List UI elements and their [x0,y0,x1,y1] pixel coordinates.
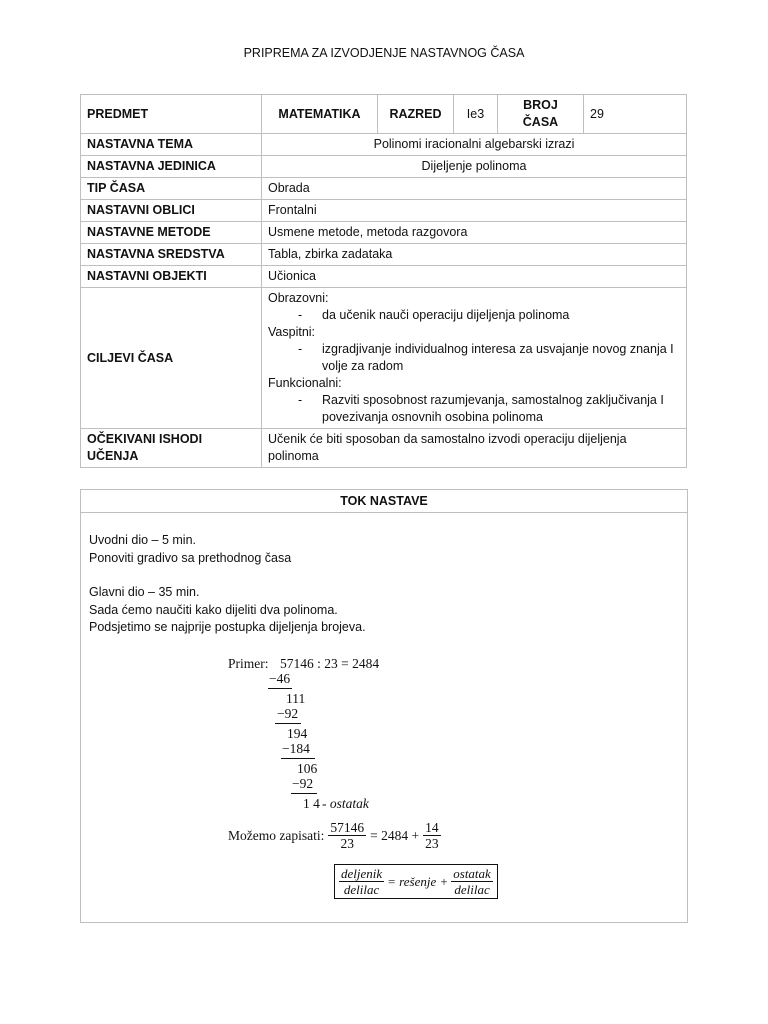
funkcionalni-item [268,392,680,426]
fraction-denominator: delilac [454,882,490,897]
obrazovni-heading: Obrazovni: [268,291,329,305]
mozemo-zapisati-formula [228,820,441,851]
row-label: TIP ČASA [81,178,262,200]
row-label: NASTAVNA SREDSTVA [81,244,262,266]
header-row [81,95,687,134]
razred-value: Ie3 [454,95,498,134]
lesson-plan-table [80,94,687,468]
ishodi-label: OČEKIVANI ISHODI UČENJA [81,429,262,468]
fraction-denominator: delilac [343,882,380,897]
division-rule [291,793,317,794]
funkcionalni-text: Razviti sposobnost razumjevanja, samostalnog zaključivanja I povezivanja osnovnih osobina polinoma [322,393,664,424]
dash-bullet: - [298,393,303,407]
table-row [81,178,687,200]
ciljevi-content [262,288,687,429]
remainder-label: - ostatak [322,796,369,811]
fraction [451,866,493,897]
dash-bullet: - [298,308,303,322]
ishodi-value: Učenik će biti sposoban da samostalno izvodi operaciju dijeljenja polinoma [262,429,687,468]
division-rule [268,688,292,689]
table-row [81,244,687,266]
row-label: NASTAVNI OBJEKTI [81,266,262,288]
fraction [423,820,441,851]
table-row [81,222,687,244]
row-label: NASTAVNA TEMA [81,134,262,156]
fraction-numerator: 57146 [330,820,365,835]
ishodi-row [81,429,687,468]
razred-label: RAZRED [378,95,454,134]
division-step: −46 [269,671,291,686]
division-step: −184 [282,741,310,756]
fraction-denominator: 23 [340,836,354,851]
table-row [81,156,687,178]
division-rule [275,723,301,724]
glavni-dio-text: Sada ćemo naučiti kako dijeliti dva polinoma. [89,602,338,617]
predmet-value: MATEMATIKA [262,95,378,134]
fraction-denominator: 23 [425,836,439,851]
row-value: Polinomi iracionalni algebarski izrazi [262,134,687,156]
division-equation: 57146 : 23 = 2484 [280,656,380,671]
tok-nastave-body [81,513,687,637]
division-step: −92 [292,776,314,791]
tok-nastave-title: TOK NASTAVE [81,490,687,513]
row-value: Tabla, zbirka zadataka [262,244,687,266]
vaspitni-item [268,341,680,375]
equals-text: = 2484 + [370,827,420,843]
division-step: 111 [286,691,306,706]
fraction-numerator: 14 [425,820,439,835]
broj-casa-label: BROJ ČASA [498,95,584,134]
row-value: Dijeljenje polinoma [262,156,687,178]
ciljevi-row [81,288,687,429]
row-label: NASTAVNE METODE [81,222,262,244]
row-value: Frontalni [262,200,687,222]
broj-casa-value: 29 [584,95,687,134]
glavni-dio-line: Glavni dio – 35 min. [89,585,200,599]
obrazovni-item [268,307,680,324]
dash-bullet: - [298,342,303,356]
division-step: −92 [277,706,299,721]
vaspitni-text: izgradjivanje individualnog interesa za usvajanje novog znanja I volje za radom [322,342,674,373]
row-value: Usmene metode, metoda razgovora [262,222,687,244]
division-step: 194 [287,726,308,741]
tok-nastave-box [80,489,688,923]
general-formula-box [334,864,498,899]
obrazovni-text: da učenik nauči operaciju dijeljenja polinoma [322,308,570,322]
fraction-numerator: deljenik [341,866,383,881]
funkcionalni-heading: Funkcionalni: [268,376,342,390]
mozemo-label: Možemo zapisati: [228,827,325,843]
ciljevi-label: CILJEVI ČASA [81,288,262,429]
vaspitni-heading: Vaspitni: [268,325,316,339]
table-row [81,134,687,156]
glavni-dio-text: Podsjetimo se najprije postupka dijeljenja brojeva. [89,620,366,634]
remainder-value: 1 4 [303,796,320,811]
fraction [339,866,384,897]
primer-label: Primer: [228,656,269,671]
table-row [81,266,687,288]
row-label: NASTAVNI OBLICI [81,200,262,222]
row-value: Učionica [262,266,687,288]
predmet-label: PREDMET [81,95,262,134]
uvodni-dio-line: Uvodni dio – 5 min. [89,533,197,547]
row-label: NASTAVNA JEDINICA [81,156,262,178]
fraction [328,820,366,851]
row-value: Obrada [262,178,687,200]
division-rule [281,758,315,759]
uvodni-dio-text: Ponoviti gradivo sa prethodnog časa [89,550,292,565]
fraction-numerator: ostatak [453,866,491,881]
formula-middle: = rešenje + [387,873,449,889]
division-step: 106 [297,761,318,776]
document-title: PRIPREMA ZA IZVODJENJE NASTAVNOG ČASA [243,46,525,60]
table-row [81,200,687,222]
